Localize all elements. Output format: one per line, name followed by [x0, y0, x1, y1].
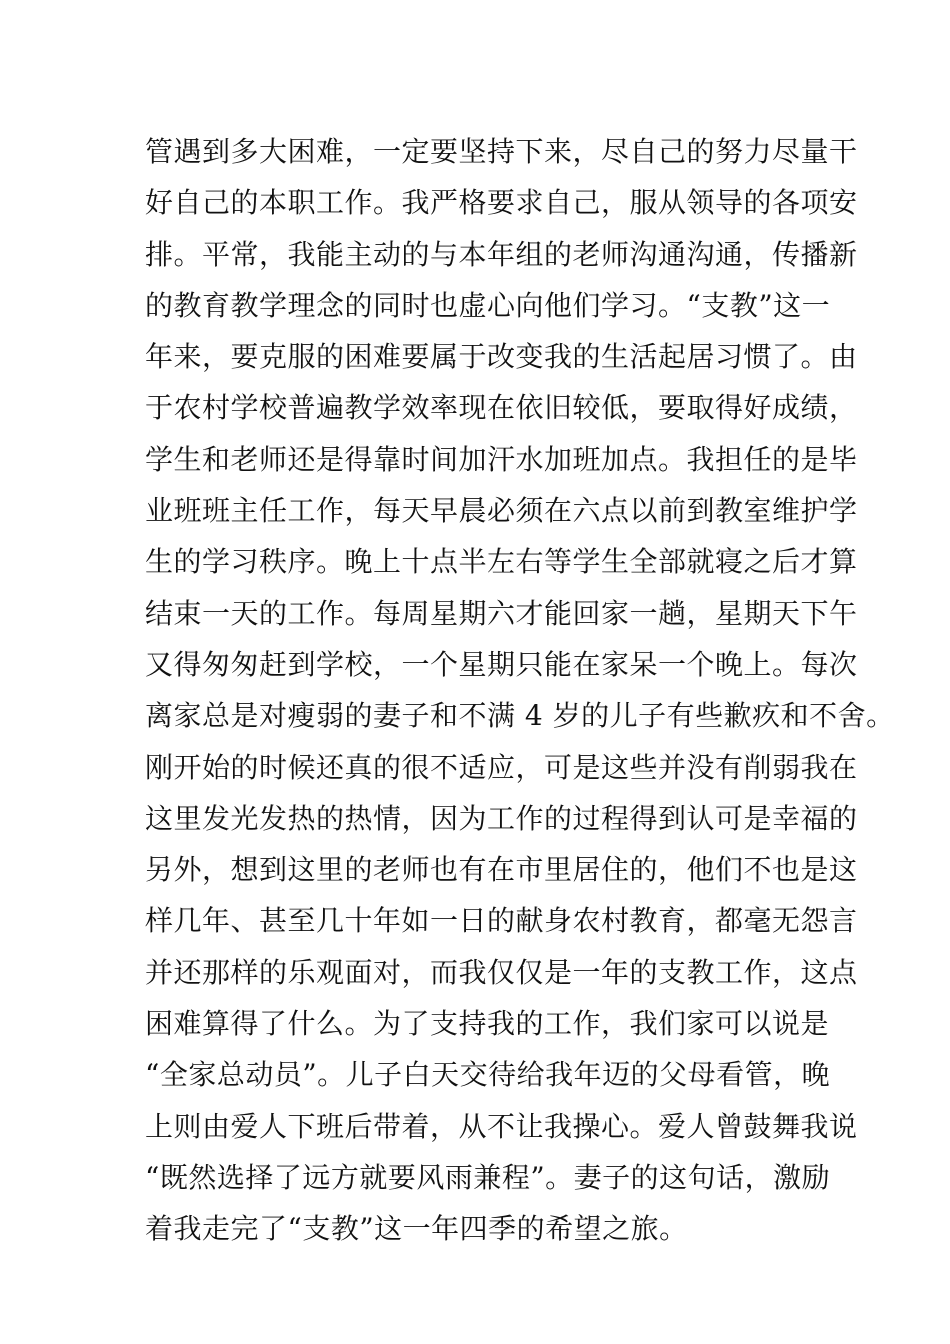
text-line: 这里发光发热的热情，因为工作的过程得到认可是幸福的 — [145, 801, 858, 835]
text-line: 管遇到多大困难，一定要坚持下来，尽自己的努力尽量干 — [145, 135, 858, 168]
text-line: 排。平常，我能主动的与本年组的老师沟通沟通，传播新 — [145, 237, 858, 271]
text-line: “既然选择了远方就要风雨兼程”。妻子的这句话，激励 — [145, 1160, 831, 1194]
text-line: 另外，想到这里的老师也有在市里居住的，他们不也是这 — [145, 853, 858, 887]
text-line: 刚开始的时候还真的很不适应，可是这些并没有削弱我在 — [145, 750, 858, 784]
text-line: 学生和老师还是得靠时间加汗水加班加点。我担任的是毕 — [145, 442, 858, 476]
text-line: 业班班主任工作，每天早晨必须在六点以前到教室维护学 — [145, 494, 858, 528]
text-line: 困难算得了什么。为了支持我的工作，我们家可以说是 — [145, 1007, 830, 1041]
body-text — [145, 126, 895, 1255]
text-line: 好自己的本职工作。我严格要求自己，服从领导的各项安 — [145, 186, 858, 220]
text-line: 生的学习秩序。晚上十点半左右等学生全部就寝之后才算 — [145, 545, 858, 579]
text-line: 离家总是对瘦弱的妻子和不满 4 岁的儿子有些歉疚和不舍。 — [145, 699, 895, 733]
text-line: 样几年、甚至几十年如一日的献身农村教育，都毫无怨言 — [145, 904, 858, 938]
text-line: 上则由爱人下班后带着，从不让我操心。爱人曾鼓舞我说 — [145, 1109, 858, 1143]
text-line: 又得匆匆赶到学校，一个星期只能在家呆一个晚上。每次 — [145, 647, 858, 681]
text-line: 并还那样的乐观面对，而我仅仅是一年的支教工作，这点 — [145, 955, 858, 989]
text-line: 着我走完了“支教”这一年四季的希望之旅。 — [145, 1212, 688, 1246]
text-line: 的教育教学理念的同时也虚心向他们学习。“支教”这一 — [145, 288, 831, 322]
text-line: 结束一天的工作。每周星期六才能回家一趟，星期天下午 — [145, 596, 858, 630]
text-line: “全家总动员”。儿子白天交待给我年迈的父母看管，晚 — [145, 1058, 831, 1092]
text-line: 年来，要克服的困难要属于改变我的生活起居习惯了。由 — [145, 340, 858, 374]
text-line: 于农村学校普遍教学效率现在依旧较低，要取得好成绩， — [145, 391, 858, 425]
